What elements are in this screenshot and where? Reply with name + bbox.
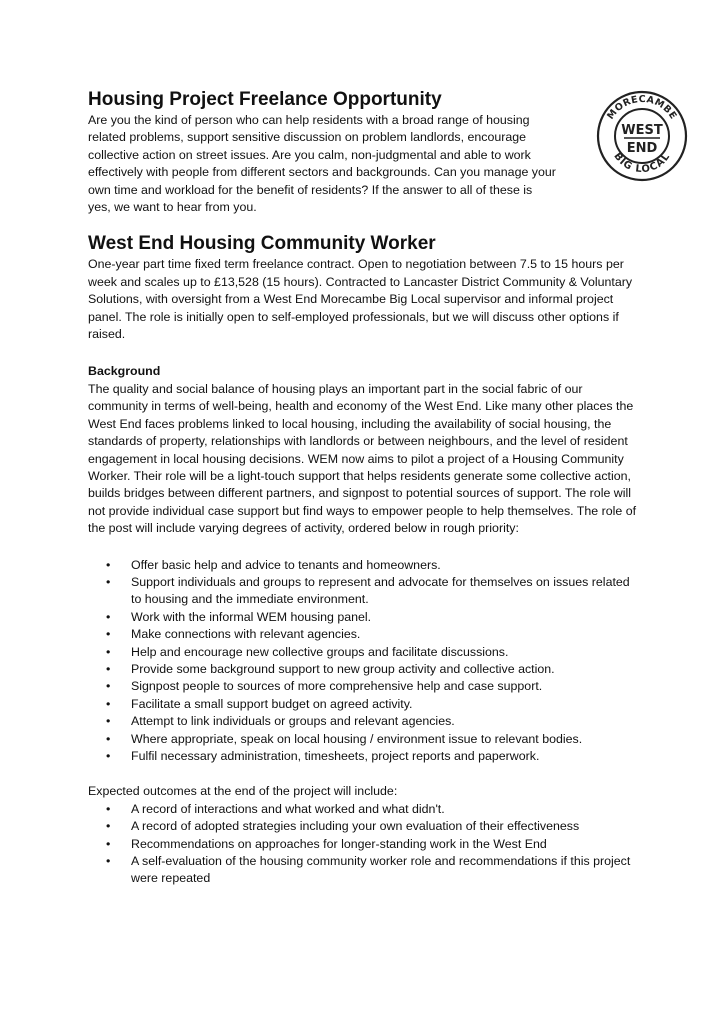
list-item: • Make connections with relevant agencies.: [88, 626, 640, 643]
list-item: • Signpost people to sources of more comprehensive help and case support.: [88, 678, 640, 695]
outcomes-intro: Expected outcomes at the end of the project will include:: [88, 784, 398, 799]
list-item: • Help and encourage new collective groups and facilitate discussions.: [88, 644, 640, 661]
logo-center-line2: END: [626, 141, 658, 156]
list-item: • Provide some background support to new group activity and collective action.: [88, 661, 640, 678]
list-item: • A record of interactions and what worked and what didn't.: [88, 801, 640, 818]
intro-paragraph: Are you the kind of person who can help residents with a broad range of housing related problems, support sensitive discussion on problem landlords, encourage collective action on street issues. Are you calm, non-judgmental and able to work effectively with people from different sectors and backgrounds. Can you manage your own time and workload for the benefit of residents? If the answer to all of these is yes, we want to hear from you.: [88, 113, 556, 215]
logo-center-line1: WEST: [621, 123, 663, 138]
list-item: • Recommendations on approaches for longer-standing work in the West End: [88, 836, 640, 853]
list-item: • Where appropriate, speak on local housing / environment issue to relevant bodies.: [88, 731, 640, 748]
main-heading: Housing Project Freelance Opportunity: [88, 89, 442, 110]
role-paragraph: One-year part time fixed term freelance contract. Open to negotiation between 7.5 to 15 hours per week and scales up to £13,528 (15 hours). Contracted to Lancaster District Community & Voluntary Solutions, with oversight from a West End Morecambe Big Local supervisor and informal project panel. The role is initially open to self-employed professionals, but we will discuss other options if raised.: [88, 257, 633, 342]
outcomes-list: [88, 801, 640, 888]
document-page: [88, 88, 640, 888]
list-item: • Fulfil necessary administration, timesheets, project reports and paperwork.: [88, 748, 640, 765]
background-paragraph: The quality and social balance of housing plays an important part in the social fabric of our community in terms of well-being, health and economy of the West End. Like many other places the West End faces problems linked to local housing, including the availability of social housing, the standards of property, relationships with landlords or between neighbours, and the level of resident engagement in local housing decisions. WEM now aims to pilot a project of a Housing Community Worker. Their role will be a light-touch support that helps residents generate some collective action, builds bridges between different partners, and signpost to potential sources of support. The role will not provide individual case support but find ways to empower people to help themselves. The role of the post will include varying degrees of activity, ordered below in rough priority:: [88, 381, 637, 536]
list-item: • A self-evaluation of the housing community worker role and recommendations if this project were repeated: [88, 853, 640, 888]
logo-top-text: MORECAMBE: [605, 93, 679, 122]
background-heading: Background: [88, 364, 161, 379]
list-item: • A record of adopted strategies including your own evaluation of their effectiveness: [88, 818, 640, 835]
list-item: • Attempt to link individuals or groups and relevant agencies.: [88, 713, 640, 730]
role-heading: West End Housing Community Worker: [88, 233, 436, 255]
list-item: • Facilitate a small support budget on agreed activity.: [88, 696, 640, 713]
duties-list: [88, 557, 640, 766]
list-item: • Offer basic help and advice to tenants and homeowners.: [88, 557, 640, 574]
list-item: • Work with the informal WEM housing panel.: [88, 609, 640, 626]
logo-bottom-text: BIG LOCAL: [611, 150, 673, 176]
list-item: • Support individuals and groups to represent and advocate for themselves on issues related to housing and the immediate environment.: [88, 574, 640, 609]
